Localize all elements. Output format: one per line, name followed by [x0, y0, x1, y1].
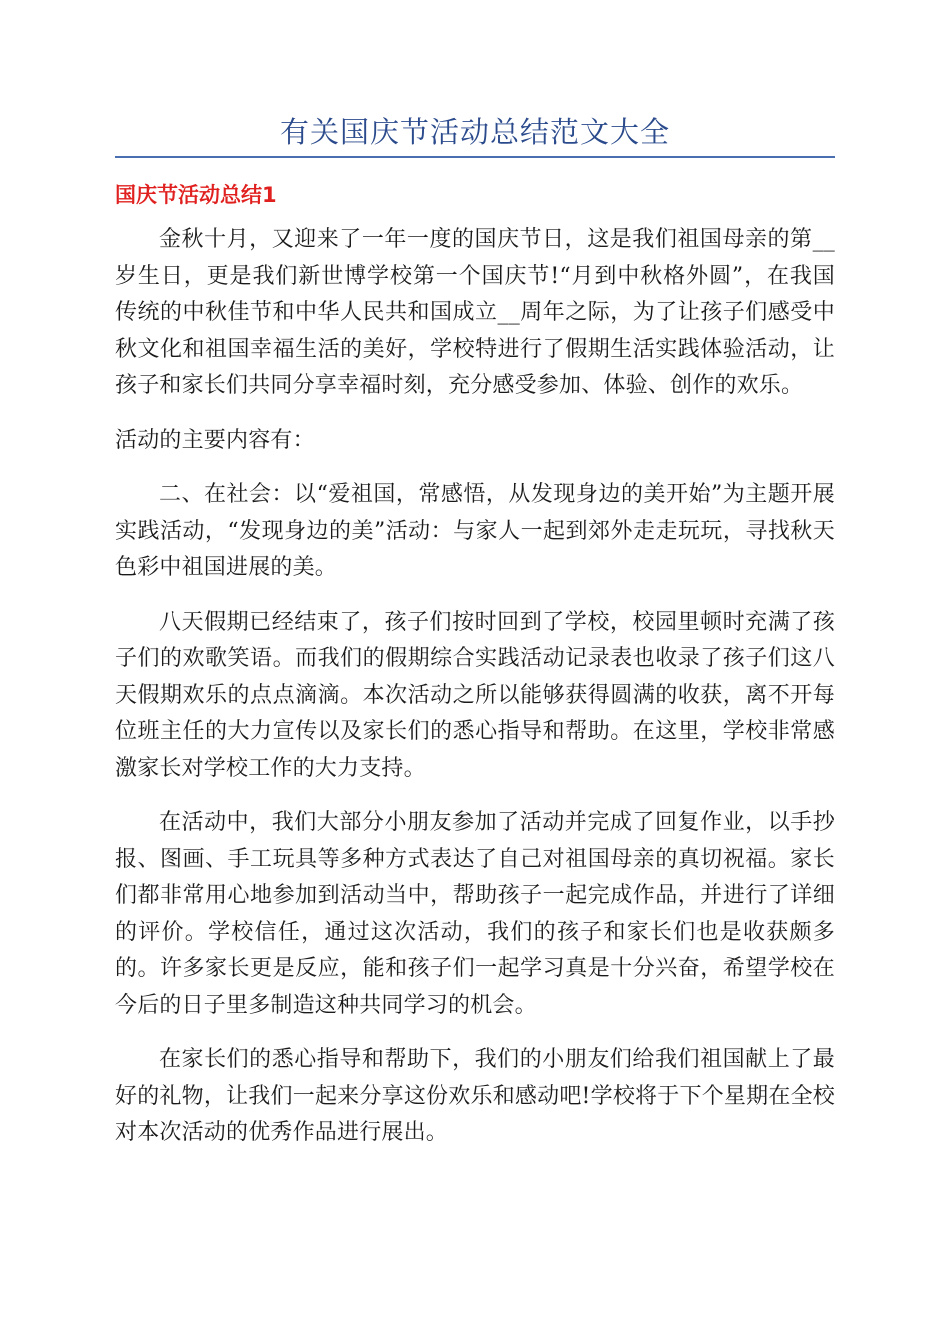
title-block	[115, 112, 835, 158]
title-underline	[115, 156, 835, 158]
paragraph-conclusion: 在家长们的悉心指导和帮助下，我们的小朋友们给我们祖国献上了最好的礼物，让我们一起来分享这份欢乐和感动吧!学校将于下个星期在全校对本次活动的优秀作品进行展出。	[115, 1047, 835, 1145]
paragraph-holiday-summary: 八天假期已经结束了，孩子们按时回到了学校，校园里顿时充满了孩子们的欢歌笑语。而我们的假期综合实践活动记录表也收录了孩子们这八天假期欢乐的点点滴滴。本次活动之所以能够获得圆满的收获，离不开每位班主任的大力宣传以及家长们的悉心指导和帮助。在这里，学校非常感激家长对学校工作的大力支持。	[115, 609, 835, 781]
document-body	[115, 178, 835, 1170]
paragraph-participation: 在活动中，我们大部分小朋友参加了活动并完成了回复作业，以手抄报、图画、手工玩具等多种方式表达了自己对祖国母亲的真切祝福。家长们都非常用心地参加到活动当中，帮助孩子一起完成作品，并进行了详细的评价。学校信任，通过这次活动，我们的孩子和家长们也是收获颇多的。许多家长更是反应，能和孩子们一起学习真是十分兴奋，希望学校在今后的日子里多制造这种共同学习的机会。	[115, 810, 835, 1018]
section-heading: 国庆节活动总结1	[115, 183, 277, 207]
paragraph-society-activity: 二、在社会：以“爱祖国，常感悟，从发现身边的美开始”为主题开展实践活动，“发现身边的美”活动：与家人一起到郊外走走玩玩，寻找秋天色彩中祖国进展的美。	[115, 482, 835, 580]
paragraph-intro: 金秋十月，又迎来了一年一度的国庆节日，这是我们祖国母亲的第__岁生日，更是我们新世博学校第一个国庆节!“月到中秋格外圆”，在我国传统的中秋佳节和中华人民共和国成立__周年之际，为了让孩子们感受中秋文化和祖国幸福生活的美好，学校特进行了假期生活实践体验活动，让孩子和家长们共同分享幸福时刻，充分感受参加、体验、创作的欢乐。	[115, 227, 835, 398]
document-title: 有关国庆节活动总结范文大全	[279, 115, 670, 149]
paragraph-content-label: 活动的主要内容有：	[115, 427, 315, 453]
